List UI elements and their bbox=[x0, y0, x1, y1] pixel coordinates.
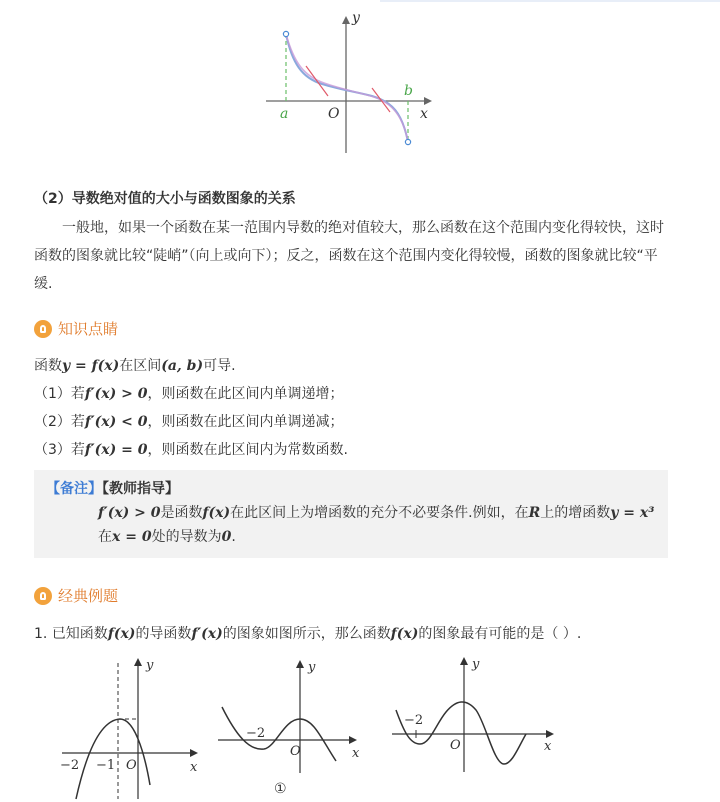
section-title: （2）导数绝对值的大小与函数图象的关系 bbox=[34, 191, 296, 207]
lightbulb-icon bbox=[34, 320, 52, 338]
question-1 bbox=[34, 620, 581, 648]
note-text: 是函数 bbox=[160, 505, 203, 521]
question-math: f′(x) bbox=[191, 626, 223, 642]
graph-2-x-label: x bbox=[352, 746, 360, 761]
graph-1-x-label: x bbox=[190, 760, 198, 775]
knowledge-intro-math: y = f(x) bbox=[62, 358, 120, 374]
question-number: 1. bbox=[34, 626, 48, 642]
graph-3-y-label: y bbox=[472, 657, 480, 672]
graph-1-tick-neg1: −1 bbox=[96, 758, 116, 773]
knowledge-item bbox=[34, 408, 343, 436]
note-title: 【教师指导】 bbox=[102, 481, 179, 497]
note-math: y = x³ bbox=[610, 505, 655, 521]
top-figure-b-label: b bbox=[404, 83, 413, 99]
graph-2 bbox=[214, 655, 364, 800]
knowledge-intro bbox=[34, 352, 236, 380]
knowledge-item-text: ，则函数在此区间内单调递减； bbox=[147, 414, 344, 430]
knowledge-item bbox=[34, 380, 343, 408]
knowledge-intro-text: 函数 bbox=[34, 358, 62, 374]
knowledge-item-text: ，则函数在此区间内单调递增； bbox=[147, 386, 344, 402]
graph-1-tick-neg2: −2 bbox=[60, 758, 80, 773]
note-text: 上的增函数 bbox=[540, 505, 611, 521]
question-text: 已知函数 bbox=[51, 626, 108, 642]
question-math: f(x) bbox=[107, 626, 136, 642]
knowledge-heading-label: 知识点睛 bbox=[58, 320, 119, 338]
question-text: 的图象如图所示，那么函数 bbox=[222, 626, 391, 642]
knowledge-item-text: （3）若 bbox=[34, 442, 85, 458]
lightbulb-icon bbox=[34, 587, 52, 605]
top-figure-y-label: y bbox=[352, 10, 360, 26]
knowledge-item-math: f′(x) = 0 bbox=[84, 442, 148, 458]
knowledge-item-text: （2）若 bbox=[34, 414, 85, 430]
graph-3 bbox=[388, 652, 558, 797]
note-text: . bbox=[231, 529, 236, 545]
examples-heading bbox=[34, 585, 118, 606]
graph-3-tick-neg2: −2 bbox=[404, 713, 424, 728]
note-math: f(x) bbox=[202, 505, 231, 521]
section-paragraph: 一般地，如果一个函数在某一范围内导数的绝对值较大，那么函数在这个范围内变化得较快，这时函数的图象就比较“陡峭”（向上或向下）；反之，函数在这个范围内变化得较慢，函数的图象就比较“平缓. bbox=[34, 220, 664, 292]
note-math: 0 bbox=[221, 529, 232, 545]
note-math: f′(x) > 0 bbox=[98, 505, 161, 521]
note-line-1 bbox=[98, 502, 654, 522]
knowledge-item-math: f′(x) < 0 bbox=[84, 414, 148, 430]
top-figure-x-label: x bbox=[420, 106, 428, 122]
top-figure bbox=[262, 8, 442, 158]
graph-1-y-label: y bbox=[146, 658, 154, 673]
graph-2-y-label: y bbox=[308, 660, 316, 675]
examples-heading-label: 经典例题 bbox=[58, 587, 119, 605]
top-figure-a-label: a bbox=[280, 106, 289, 122]
graph-3-x-label: x bbox=[544, 739, 552, 754]
note-box bbox=[34, 470, 668, 558]
knowledge-item-math: f′(x) > 0 bbox=[84, 386, 148, 402]
knowledge-item-text: （1）若 bbox=[34, 386, 85, 402]
note-text: 在此区间上为增函数的充分不必要条件.例如，在 bbox=[230, 505, 529, 521]
knowledge-intro-text: 可导. bbox=[203, 358, 236, 374]
knowledge-heading bbox=[34, 318, 118, 339]
note-text: 处的导数为 bbox=[151, 529, 222, 545]
question-text: 的导函数 bbox=[135, 626, 192, 642]
note-text: 在 bbox=[98, 529, 112, 545]
note-math: R bbox=[528, 505, 541, 521]
graph-2-origin-label: O bbox=[290, 744, 301, 759]
note-tag: 【备注】 bbox=[46, 481, 102, 497]
note-header bbox=[46, 478, 179, 498]
graph-1-origin-label: O bbox=[126, 758, 137, 773]
knowledge-item-text: ，则函数在此区间内为常数函数. bbox=[147, 442, 348, 458]
graph-2-tick-neg2: −2 bbox=[246, 726, 266, 741]
note-math: x = 0 bbox=[112, 529, 152, 545]
knowledge-intro-math: (a, b) bbox=[161, 358, 204, 374]
question-text: 的图象最有可能的是（ ）. bbox=[418, 626, 582, 642]
top-border bbox=[380, 0, 720, 2]
graph-2-option-label: ① bbox=[274, 781, 287, 797]
knowledge-item bbox=[34, 436, 348, 464]
question-math: f(x) bbox=[390, 626, 419, 642]
knowledge-intro-text: 在区间 bbox=[119, 358, 162, 374]
graph-1 bbox=[58, 655, 203, 800]
graph-3-origin-label: O bbox=[450, 738, 461, 753]
top-figure-origin-label: O bbox=[328, 106, 340, 122]
note-line-2 bbox=[98, 526, 236, 546]
